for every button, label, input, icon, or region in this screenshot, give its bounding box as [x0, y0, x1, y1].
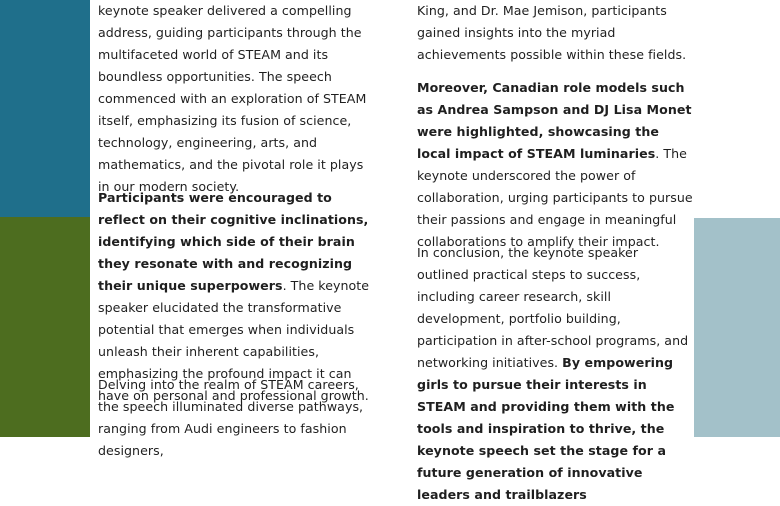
left-paragraph-3: Delving into the realm of STEAM careers, the speech illuminated diverse pathways, ranging from Audi engineers to fashion designers, — [98, 377, 364, 458]
left-paragraph-1: keynote speaker delivered a compelling address, guiding participants through the multifaceted world of STEAM and its boundless opportunities. The speech commenced with an exploration of STEAM itself, emphasizing its fusion of science, technology, engineering, arts, and mathematics, and the pivotal role it plays in our modern society. — [98, 3, 367, 194]
decorative-green-block — [0, 217, 90, 437]
decorative-light-blue-block — [694, 218, 780, 437]
decorative-teal-block — [0, 0, 90, 217]
right-paragraph-1: King, and Dr. Mae Jemison, participants gained insights into the myriad achievements possible within these fields. — [417, 3, 687, 62]
right-paragraph-3-bold: By empowering girls to pursue their interests in STEAM and providing them with the tools and inspiration to thrive, the keynote speech set the stage for a future generation of innovative leaders and trailblazers — [417, 355, 675, 502]
right-paragraph-2-bold: Moreover, Canadian role models such as Andrea Sampson and DJ Lisa Monet were highlighted, showcasing the local impact of STEAM luminaries — [417, 80, 692, 161]
left-paragraph-2-text: . The keynote speaker elucidated the transformative potential that emerges when individuals unleash their inherent capabilities, emphasizing the profound impact it can have on personal and professional growth. — [98, 278, 370, 403]
right-paragraph-2-text: . The keynote underscored the power of collaboration, urging participants to pursue their passions and engage in meaningful collaborations to amplify their impact. — [417, 146, 693, 249]
right-paragraph-3 — [417, 242, 693, 506]
left-paragraph-2-bold: Participants were encouraged to reflect on their cognitive inclinations, identifying which side of their brain they resonate with and recognizing their unique superpowers — [98, 190, 369, 293]
right-paragraph-2 — [417, 77, 693, 253]
right-paragraph-3-text: In conclusion, the keynote speaker outlined practical steps to success, including career research, skill development, portfolio building, participation in after-school programs, and networking initiatives. — [417, 245, 689, 370]
